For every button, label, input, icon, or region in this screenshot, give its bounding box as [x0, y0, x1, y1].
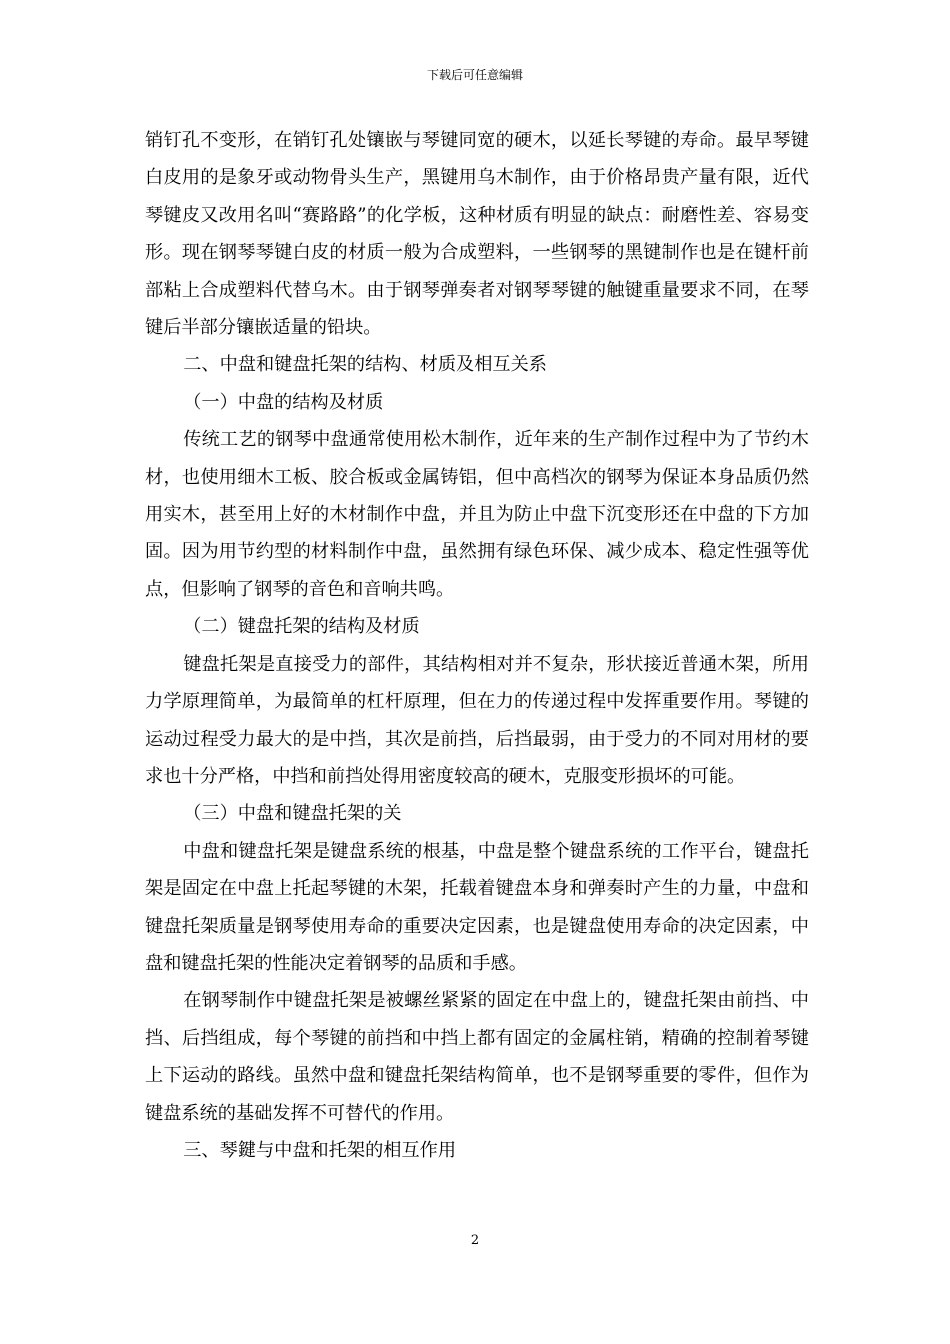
subsection-heading: （二）键盘托架的结构及材质 — [183, 616, 420, 638]
paragraph-continued: 销钉孔不变形，在销钉孔处镶嵌与琴键同宽的硬木，以延长琴键的寿命。最早琴键白皮用的是象牙或动物骨头生产，黑键用乌木制作，由于价格昂贵产量有限，近代琴键皮又改用名叫“赛路路”的化学板，这种材质有明显的缺点：耐磨性差、容易变形。现在钢琴琴键白皮的材质一般为合成塑料，一些钢琴的黑键制作也是在键杆前部粘上合成塑料代替乌木。由于钢琴弹奏者对钢琴琴键的触键重量要求不同，在琴键后半部分镶嵌适量的铅块。 — [145, 130, 809, 339]
paragraph: 传统工艺的钢琴中盘通常使用松木制作，近年来的生产制作过程中为了节约木材，也使用细木工板、胶合板或金属铸铝，但中高档次的钢琴为保证本身品质仍然用实木，甚至用上好的木材制作中盘，并且为防止中盘下沉变形还在中盘的下方加固。因为用节约型的材料制作中盘，虽然拥有绿色环保、减少成本、稳定性强等优点，但影响了钢琴的音色和音响共鸣。 — [145, 429, 809, 600]
paragraph: 键盘托架是直接受力的部件，其结构相对并不复杂，形状接近普通木架，所用力学原理简单，为最简单的杠杆原理，但在力的传递过程中发挥重要作用。琴键的运动过程受力最大的是中挡，其次是前挡，后挡最弱，由于受力的不同对用材的要求也十分严格，中挡和前挡处得用密度较高的硬木，克服变形损坏的可能。 — [145, 653, 809, 787]
section-heading: 三、琴鍵与中盘和托架的相互作用 — [183, 1139, 457, 1161]
subsection-heading: （三）中盘和键盘托架的关 — [183, 803, 402, 825]
page-number: 2 — [470, 1233, 480, 1248]
paragraph: 中盘和键盘托架是键盘系统的根基，中盘是整个键盘系统的工作平台，键盘托架是固定在中盘上托起琴键的木架，托载着键盘本身和弹奏时产生的力量，中盘和键盘托架质量是钢琴使用寿命的重要决定因素，也是键盘使用寿命的决定因素，中盘和键盘托架的性能决定着钢琴的品质和手感。 — [145, 840, 809, 974]
paragraph: 在钢琴制作中键盘托架是被螺丝紧紧的固定在中盘上的，键盘托架由前挡、中挡、后挡组成，每个琴键的前挡和中挡上都有固定的金属柱销，精确的控制着琴键上下运动的路线。虽然中盘和键盘托架结构简单，也不是钢琴重要的零件，但作为键盘系统的基础发挥不可替代的作用。 — [145, 990, 809, 1124]
section-heading: 二、中盘和键盘托架的结构、材质及相互关系 — [183, 354, 547, 376]
page-header: 下载后可任意编辑 — [426, 68, 523, 82]
subsection-heading: （一）中盘的结构及材质 — [183, 391, 384, 413]
document-body — [145, 122, 809, 1169]
